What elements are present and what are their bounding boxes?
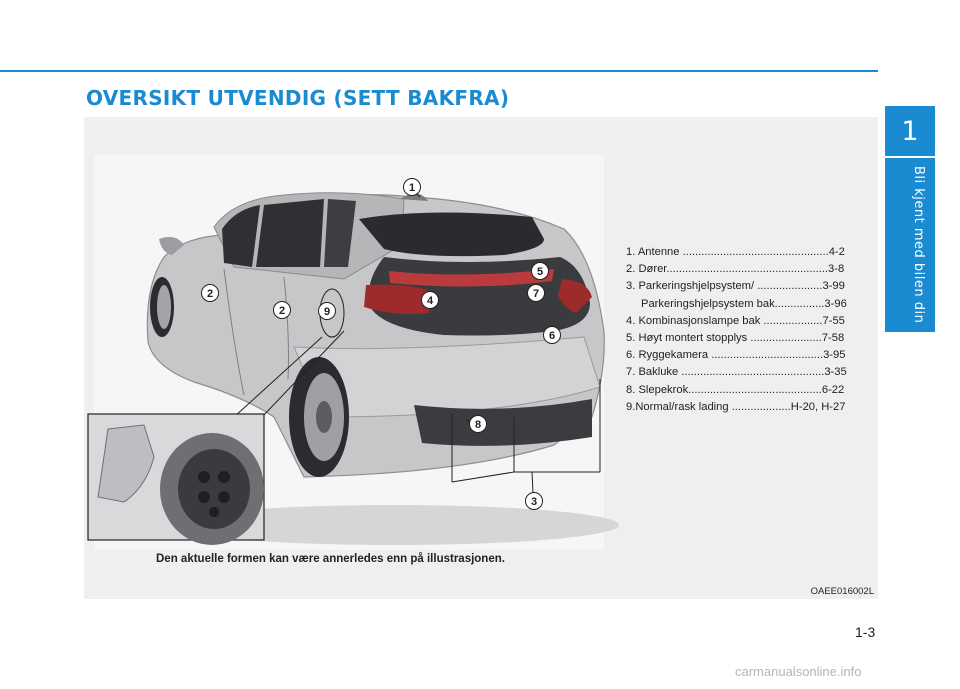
svg-text:7: 7 (532, 288, 540, 300)
chapter-number: 1 (901, 116, 919, 147)
parts-legend (626, 244, 871, 416)
legend-item: 7. Bakluke ..............................................3-35 (626, 366, 847, 379)
image-code: OAEE016002L (810, 586, 874, 597)
page-title: OVERSIKT UTVENDIG (SETT BAKFRA) (86, 86, 510, 110)
legend-item: 9.Normal/rask lading ...................H-20, H-27 (626, 400, 846, 413)
svg-text:1: 1 (408, 182, 416, 194)
chapter-tab[interactable] (885, 106, 935, 332)
legend-item: 3. Parkeringshjelpsystem/ .....................3-99 Parkeringshjelpsystem bak................3-96 (626, 278, 871, 312)
legend-item: 8. Slepekrok...........................................6-22 (626, 383, 845, 396)
svg-text:3: 3 (530, 496, 538, 508)
figure-caption: Den aktuelle formen kan være annerledes enn på illustrasjonen. (156, 553, 505, 565)
svg-text:2: 2 (206, 288, 214, 300)
callout-5 (532, 263, 549, 280)
callout-3 (526, 493, 543, 510)
legend-item: 2. Dører....................................................3-8 (626, 263, 845, 276)
top-rule (0, 70, 878, 72)
callout-4 (422, 292, 439, 309)
callout-2a (202, 285, 219, 302)
legend-item: 5. Høyt montert stopplys .......................7-58 (626, 332, 845, 345)
callout-8 (470, 416, 487, 433)
svg-text:8: 8 (474, 419, 482, 431)
svg-text:6: 6 (548, 330, 556, 342)
callout-9 (319, 303, 336, 320)
watermark: carmanualsonline.info (735, 664, 862, 679)
legend-item-continuation: Parkeringshjelpsystem bak................3-96 (641, 297, 847, 310)
legend-item: 6. Ryggekamera ....................................3-95 (626, 349, 846, 362)
chapter-tab-divider (885, 156, 935, 158)
exterior-rear-figure (84, 117, 878, 599)
callout-1 (404, 179, 421, 196)
legend-item: 4. Kombinasjonslampe bak ...................7-55 (626, 314, 845, 327)
legend-item: 1. Antenne ...............................................4-2 (626, 246, 845, 258)
svg-text:9: 9 (323, 306, 331, 318)
svg-text:5: 5 (536, 266, 544, 278)
page-number: 1-3 (855, 624, 876, 640)
chapter-title: Bli kjent med bilen din (911, 166, 926, 324)
callout-2b (274, 302, 291, 319)
callout-7 (528, 285, 545, 302)
svg-text:2: 2 (278, 305, 286, 317)
svg-text:4: 4 (426, 295, 434, 307)
callout-6 (544, 327, 561, 344)
